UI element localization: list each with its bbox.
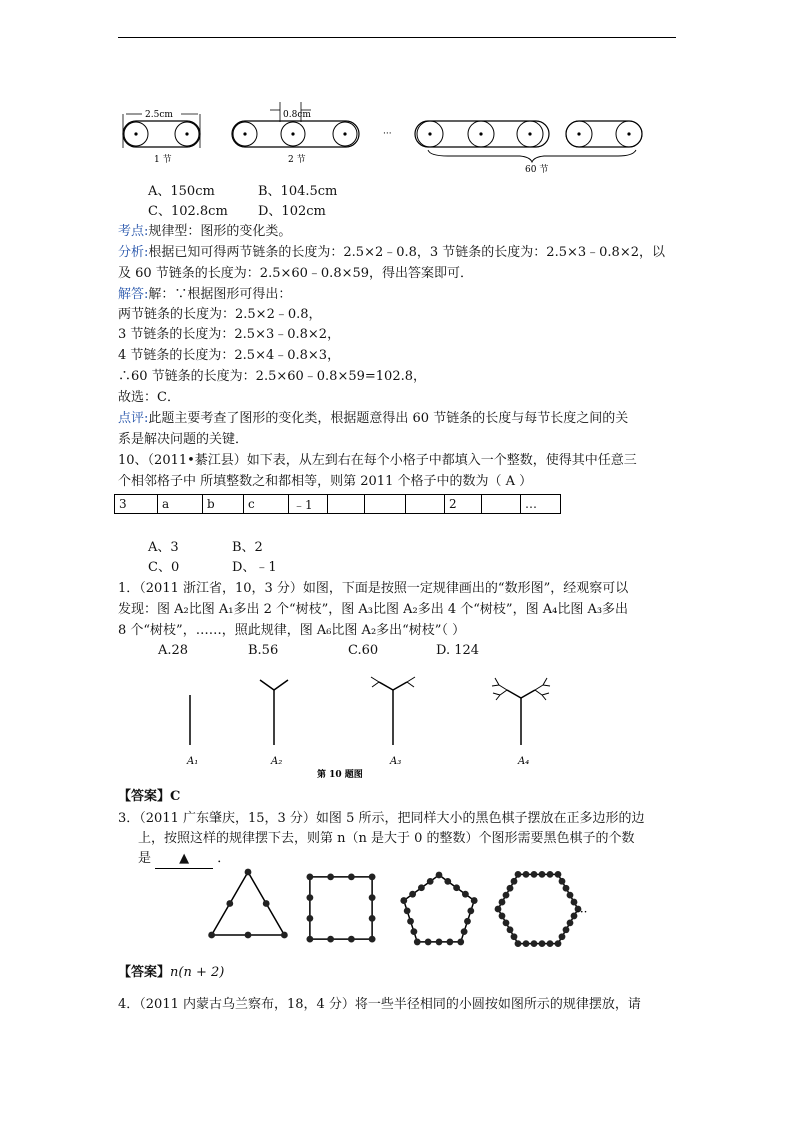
q10-option-a: A、3 xyxy=(148,540,179,555)
stone xyxy=(515,940,522,947)
stone xyxy=(531,871,538,878)
option-c: C、102.8cm xyxy=(148,204,228,219)
dianping-line-1 xyxy=(118,410,628,428)
fig-ellipsis: ··· xyxy=(383,129,392,139)
stone xyxy=(327,873,334,880)
fig-label-2-5cm: 2.5cm xyxy=(145,110,173,120)
grid-cell: c xyxy=(244,495,289,514)
tree-caption: 第 10 题图 xyxy=(317,770,363,780)
stone xyxy=(444,878,451,885)
polygon-outline xyxy=(310,877,372,939)
option-a: A、150cm xyxy=(148,184,215,199)
stone xyxy=(511,878,518,885)
stone xyxy=(453,884,460,891)
q3-stem-1: 3．（2011 广东肇庆，15，3 分）如图 5 所示，把同样大小的黑色棋子摆放在正多边形的边 xyxy=(118,811,645,826)
q3-answer-line xyxy=(118,964,224,982)
stone xyxy=(425,939,432,946)
stone xyxy=(400,897,407,904)
q10-stem-2: 个相邻格子中 所填整数之和都相等，则第 2011 个格子中的数为（ A ） xyxy=(118,474,533,489)
fig-caption-2: 2 节 xyxy=(288,155,306,165)
kaodian-text: 规律型：图形的变化类。 xyxy=(148,224,292,239)
stone xyxy=(531,940,538,947)
dianping-text-1: 此题主要考查了图形的变化类，根据题意得出 60 节链条的长度与每节长度之间的关 xyxy=(148,411,629,426)
stone xyxy=(245,932,252,939)
answer-blank: ▲ xyxy=(155,850,213,869)
stone xyxy=(436,872,443,879)
stone xyxy=(555,871,562,878)
jieda-line xyxy=(118,286,291,304)
q3-answer-tag: 【答案】 xyxy=(118,965,171,980)
fenxi-line-2: 及 60 节链条的长度为：2.5×60﹣0.8×59，得出答案即可． xyxy=(118,266,474,281)
q1-option-b: B.56 xyxy=(248,643,279,658)
dianping-tag: 点评: xyxy=(118,411,149,426)
q1-option-a: A.28 xyxy=(158,643,189,658)
stone xyxy=(523,871,530,878)
stone xyxy=(567,892,574,899)
stone xyxy=(462,891,469,898)
option-d: D、102cm xyxy=(258,204,326,219)
stone xyxy=(499,899,506,906)
q10-option-c: C、0 xyxy=(148,560,180,575)
q10-option-d: D、﹣1 xyxy=(232,560,277,575)
q10-stem-1: 10、（2011•綦江县）如下表，从左到右在每个小格子中都填入一个整数，使得其中任意三 xyxy=(118,453,637,468)
stone xyxy=(404,908,411,915)
q1-stem-3: 8 个“树枝”，……，照此规律，图 A₆比图 A₂多出“树枝”（ ） xyxy=(118,623,466,638)
fig-caption-1: 1 节 xyxy=(154,155,172,165)
q1-stem-1: 1．（2011 浙江省，10，3 分）如图，下面是按照一定规律画出的“数形图”，经观察可以 xyxy=(118,581,629,596)
grid-cell: 2 xyxy=(445,495,482,514)
grid-cell: ﹣1 xyxy=(289,495,328,514)
polygon-outline xyxy=(498,874,578,943)
solution-line-5: 故选：C． xyxy=(118,390,180,405)
solution-line-2: 3 节链条的长度为：2.5×3﹣0.8×2， xyxy=(118,327,341,342)
stone xyxy=(436,939,443,946)
stone xyxy=(306,873,313,880)
polygon-ellipsis: ··· xyxy=(576,905,588,919)
stone xyxy=(369,936,376,943)
stone xyxy=(539,940,546,947)
solution-line-4: ∴60 节链条的长度为：2.5×60﹣0.8×59=102.8， xyxy=(118,369,427,384)
stone xyxy=(461,928,468,935)
stone xyxy=(547,871,554,878)
jieda-text: 解：∵根据图形可得出： xyxy=(148,287,292,302)
stone xyxy=(559,878,566,885)
stone xyxy=(563,926,570,933)
q3-answer: n(n + 2) xyxy=(170,965,225,980)
q1-answer: C xyxy=(170,789,181,804)
tree-label-a1: A₁ xyxy=(187,756,199,767)
stone xyxy=(539,871,546,878)
header-rule xyxy=(118,37,676,38)
stone xyxy=(369,894,376,901)
stone xyxy=(555,940,562,947)
q3-stem-2: 上，按照这样的规律摆下去，则第 n（n 是大于 0 的整数）个图形需要黑色棋子的个数 xyxy=(138,831,635,846)
stone xyxy=(245,869,252,876)
q3-stem-3 xyxy=(138,850,230,869)
fig-label-0-8cm: 0.8cm xyxy=(283,110,311,120)
q1-answer-tag: 【答案】 xyxy=(118,789,171,804)
q1-answer-line xyxy=(118,788,180,806)
grid-cell xyxy=(482,495,521,514)
fenxi-line-1 xyxy=(118,244,665,262)
stone xyxy=(369,873,376,880)
stone xyxy=(427,878,434,885)
tree-label-a2: A₂ xyxy=(271,756,283,767)
stone xyxy=(348,936,355,943)
stone xyxy=(467,908,474,915)
stone xyxy=(507,926,514,933)
solution-line-3: 4 节链条的长度为：2.5×4﹣0.8×3， xyxy=(118,348,341,363)
grid-cell: 3 xyxy=(115,495,158,514)
stone xyxy=(567,919,574,926)
polygon-figure xyxy=(210,870,630,950)
kaodian-line xyxy=(118,223,291,241)
q3-stem-post: ． xyxy=(217,851,231,866)
grid-cell xyxy=(406,495,445,514)
stone xyxy=(499,913,506,920)
stone xyxy=(457,939,464,946)
grid-cell: a xyxy=(158,495,203,514)
tree-label-a4: A₄ xyxy=(518,756,530,767)
q10-option-b: B、2 xyxy=(232,540,263,555)
stone xyxy=(208,932,215,939)
stone xyxy=(348,873,355,880)
tree-figure xyxy=(175,660,595,780)
stone xyxy=(559,933,566,940)
stone xyxy=(226,900,233,907)
stone xyxy=(306,915,313,922)
stone xyxy=(281,932,288,939)
stone xyxy=(503,919,510,926)
stone xyxy=(418,884,425,891)
chain-figure xyxy=(118,100,678,176)
grid-cell: b xyxy=(203,495,244,514)
dianping-line-2: 系是解决问题的关键． xyxy=(118,432,249,447)
grid-cell xyxy=(328,495,365,514)
grid-cell: … xyxy=(521,495,561,514)
tree-label-a3: A₃ xyxy=(390,756,402,767)
polygon-outline xyxy=(212,872,285,935)
stone xyxy=(495,906,502,913)
q1-option-c: C.60 xyxy=(348,643,379,658)
q3-stem-pre: 是 xyxy=(138,851,152,866)
grid-cell xyxy=(365,495,406,514)
stone xyxy=(503,892,510,899)
stone xyxy=(263,900,270,907)
stone xyxy=(507,885,514,892)
kaodian-tag: 考点: xyxy=(118,224,149,239)
stone xyxy=(369,915,376,922)
stone xyxy=(523,940,530,947)
jieda-tag: 解答: xyxy=(118,287,149,302)
solution-line-1: 两节链条的长度为：2.5×2﹣0.8， xyxy=(118,307,322,322)
stone xyxy=(410,928,417,935)
fig-caption-60: 60 节 xyxy=(525,165,549,175)
fenxi-tag: 分析: xyxy=(118,245,149,260)
stone xyxy=(563,885,570,892)
stone xyxy=(446,939,453,946)
stone xyxy=(414,939,421,946)
stone xyxy=(306,936,313,943)
stone xyxy=(409,891,416,898)
stone xyxy=(547,940,554,947)
stone xyxy=(306,894,313,901)
stone xyxy=(511,933,518,940)
stone xyxy=(327,936,334,943)
stone xyxy=(464,918,471,925)
fenxi-text-1: 根据已知可得两节链条的长度为：2.5×2﹣0.8，3 节链条的长度为：2.5×3﹣0.8×2，以 xyxy=(148,245,665,260)
q1-option-d: D. 124 xyxy=(436,643,480,658)
stone xyxy=(471,897,478,904)
stone xyxy=(515,871,522,878)
q4-stem-1: 4．（2011 内蒙古乌兰察布，18，4 分）将一些半径相同的小圆按如图所示的规律摆放，请 xyxy=(118,997,641,1012)
option-b: B、104.5cm xyxy=(258,184,338,199)
stone xyxy=(407,918,414,925)
q10-number-grid xyxy=(114,494,561,514)
q1-stem-2: 发现：图 A₂比图 A₁多出 2 个“树枝”，图 A₃比图 A₂多出 4 个“树枝”，图 A₄比图 A₃多出 xyxy=(118,602,629,617)
